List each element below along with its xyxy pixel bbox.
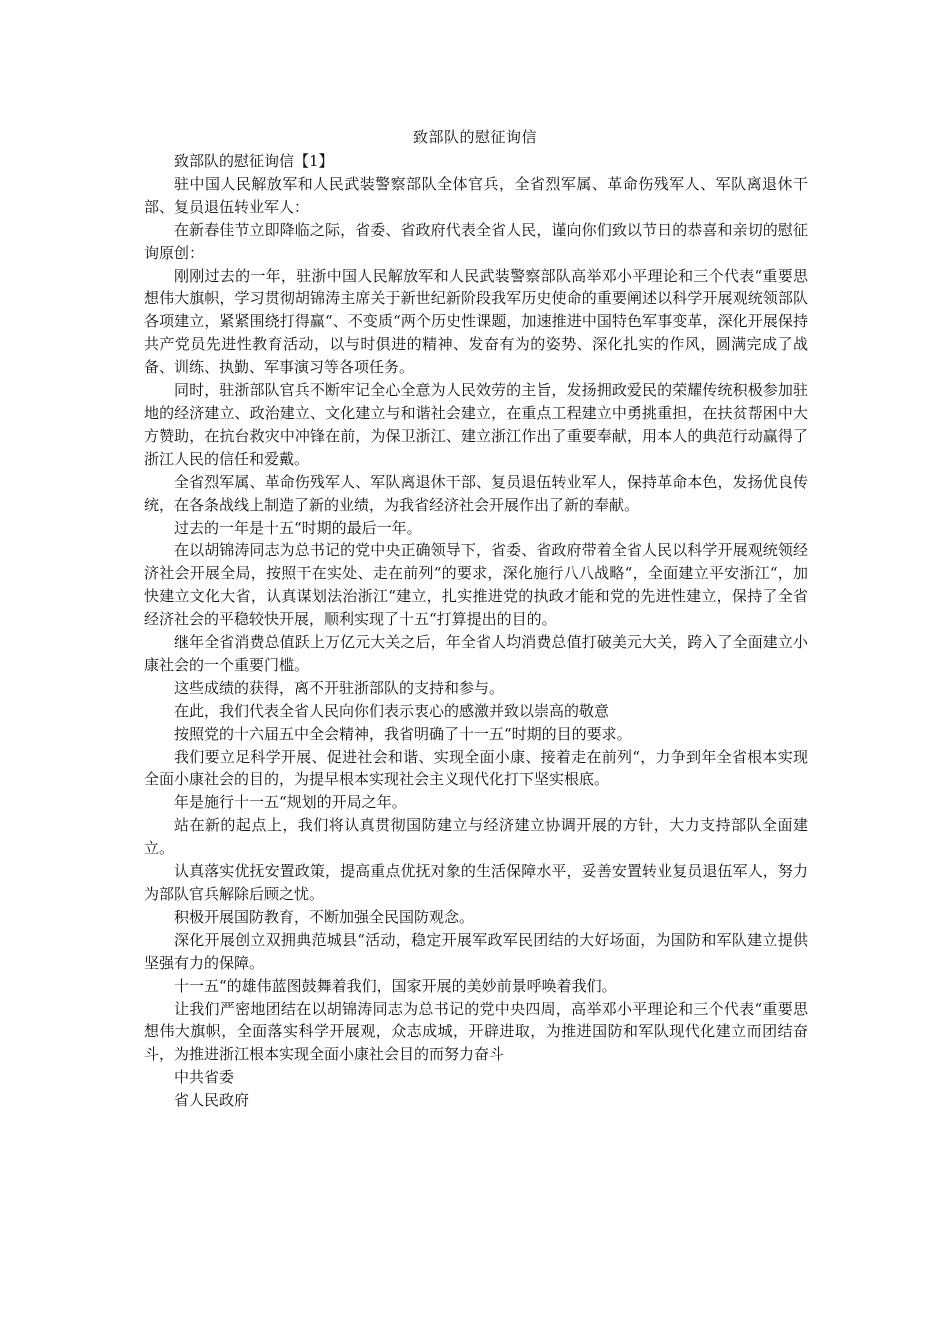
paragraph: 这些成绩的获得，离不开驻浙部队的支持和参与。 xyxy=(174,678,505,697)
paragraph: 按照党的十六届五中全会精神，我省明确了十一五“时期的目的要求。 xyxy=(174,724,632,743)
paragraph: 深化开展创立双拥典范城县“活动，稳定开展军政军民团结的大好场面，为国防和军队建立提供坚强有力的保障。 xyxy=(144,930,808,972)
document-title: 致部队的慰征询信 xyxy=(412,128,537,146)
signature-line: 省人民政府 xyxy=(174,1091,250,1110)
paragraph: 过去的一年是十五“时期的最后一年。 xyxy=(174,518,422,537)
paragraph: 积极开展国防教育，不断加强全民国防观念。 xyxy=(174,907,475,926)
paragraph: 刚刚过去的一年，驻浙中国人民解放军和人民武装警察部队高举邓小平理论和三个代表“重要思想伟大旗帜，学习贯彻胡锦涛主席关于新世纪新阶段我军历史使命的重要阐述以科学开展观统领部队各项建立，紧紧围绕打得赢“、不变质“两个历史性课题，加速推进中国特色军事变革，深化开展保持共产党员先进性教育活动，以与时俱进的精神、发奋有为的姿势、深化扎实的作风，圆满完成了战备、训练、执勤、军事演习等各项任务。 xyxy=(144,266,808,377)
paragraph: 认真落实优抚安置政策，提高重点优抚对象的生活保障水平，妥善安置转业复员退伍军人，努力为部队官兵解除后顾之忧。 xyxy=(144,862,808,903)
paragraph: 十一五“的雄伟蓝图鼓舞着我们，国家开展的美妙前景呼唤着我们。 xyxy=(174,976,617,995)
paragraph: 站在新的起点上，我们将认真贯彻国防建立与经济建立协调开展的方针，大力支持部队全面建立。 xyxy=(144,816,808,858)
paragraph: 在此，我们代表全省人民向你们表示衷心的感激并致以崇高的敬意 xyxy=(174,701,610,720)
paragraph: 同时，驻浙部队官兵不断牢记全心全意为人民效劳的主旨，发扬拥政爱民的荣耀传统积极参加驻地的经济建立、政治建立、文化建立与和谐社会建立，在重点工程建立中勇挑重担，在扶贫帮困中大方赞助，在抗台救灾中冲锋在前，为保卫浙江、建立浙江作出了重要奉献，用本人的典范行动赢得了浙江人民的信任和爱戴。 xyxy=(144,381,808,468)
paragraph: 在以胡锦涛同志为总书记的党中央正确领导下，省委、省政府带着全省人民以科学开展观统领经济社会开展全局，按照干在实处、走在前列“的要求，深化施行八八战略“，全面建立平安浙江“，加快建立文化大省，认真谋划法治浙江“建立，扎实推进党的执政才能和党的先进性建立，保持了全省经济社会的平稳较快开展，顺利实现了十五“打算提出的目的。 xyxy=(144,541,808,629)
document-body xyxy=(144,150,808,1112)
paragraph: 在新春佳节立即降临之际，省委、省政府代表全省人民，谨向你们致以节日的恭喜和亲切的慰征询原创： xyxy=(144,220,808,262)
paragraph: 我们要立足科学开展、促进社会和谐、实现全面小康、接着走在前列“，力争到年全省根本实现全面小康社会的目的，为提早根本实现社会主义现代化打下坚实根底。 xyxy=(144,747,808,789)
paragraph: 全省烈军属、革命伤残军人、军队离退休干部、复员退伍转业军人，保持革命本色，发扬优良传统，在各条战线上制造了新的业绩，为我省经济社会开展作出了新的奉献。 xyxy=(144,472,808,514)
paragraph: 让我们严密地团结在以胡锦涛同志为总书记的党中央四周，高举邓小平理论和三个代表“重要思想伟大旗帜，全面落实科学开展观，众志成城，开辟进取，为推进国防和军队现代化建立而团结奋斗，为推进浙江根本实现全面小康社会目的而努力奋斗 xyxy=(144,999,808,1064)
paragraph: 驻中国人民解放军和人民武装警察部队全体官兵，全省烈军属、革命伤残军人、军队离退休干部、复员退伍转业军人： xyxy=(144,174,808,216)
paragraph: 年是施行十一五“规划的开局之年。 xyxy=(174,793,407,812)
signature-line: 中共省委 xyxy=(174,1068,235,1087)
paragraph: 继年全省消费总值跃上万亿元大关之后，年全省人均消费总值打破美元大关，跨入了全面建立小康社会的一个重要门槛。 xyxy=(144,633,808,674)
paragraph: 致部队的慰征询信【1】 xyxy=(174,152,334,170)
